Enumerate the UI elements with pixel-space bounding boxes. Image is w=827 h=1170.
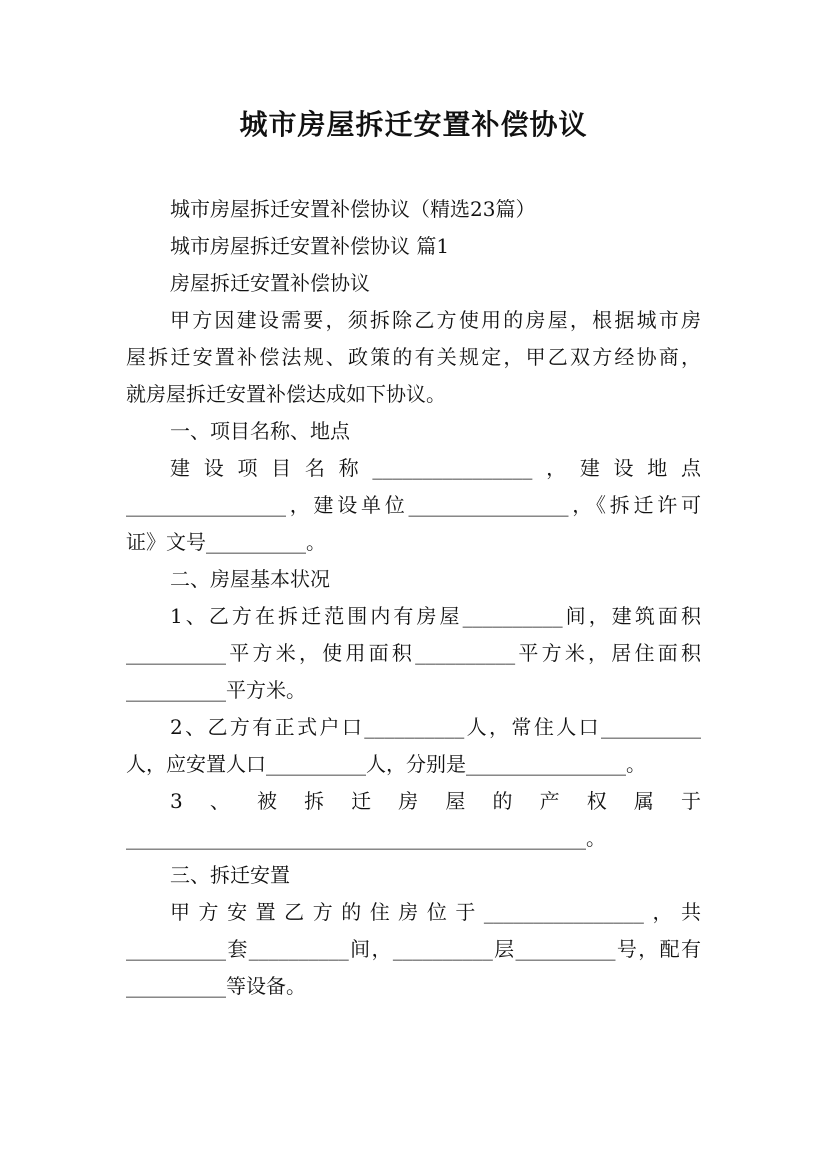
section-heading: 二、房屋基本状况 xyxy=(170,567,330,591)
document-line: ________________，建设单位________________，《拆迁许可 xyxy=(126,493,701,517)
section-heading: 一、项目名称、地点 xyxy=(170,419,350,443)
document-line: 甲方因建设需要，须拆除乙方使用的房屋，根据城市房 xyxy=(170,308,701,332)
document-line: 城市房屋拆迁安置补偿协议（精选23篇） xyxy=(170,197,536,221)
document-body xyxy=(126,191,701,1005)
document-line: 人，应安置人口__________人，分别是________________。 xyxy=(126,752,646,776)
document-line: 建设项目名称________________，建设地点 xyxy=(170,456,701,480)
document-line: 3、被拆迁房屋的产权属于 xyxy=(170,789,701,813)
document-line: 城市房屋拆迁安置补偿协议 篇1 xyxy=(170,234,450,258)
section-heading: 三、拆迁安置 xyxy=(170,863,290,887)
document-line: 房屋拆迁安置补偿协议 xyxy=(170,271,370,295)
document-line: 1、乙方在拆迁范围内有房屋__________间，建筑面积 xyxy=(170,604,701,628)
document-line: __________平方米，使用面积__________平方米，居住面积 xyxy=(126,641,701,665)
document-line: __________套__________间，__________层__________号，配有 xyxy=(126,937,701,961)
document-line: ______________________________________________。 xyxy=(126,826,606,850)
document-line: 2、乙方有正式户口__________人，常住人口__________ xyxy=(170,715,701,739)
document-line: 证》文号__________。 xyxy=(126,530,326,554)
document-line: 就房屋拆迁安置补偿达成如下协议。 xyxy=(126,382,446,406)
document-line: __________等设备。 xyxy=(126,974,306,998)
document-title: 城市房屋拆迁安置补偿协议 xyxy=(239,108,588,141)
document-line: 屋拆迁安置补偿法规、政策的有关规定，甲乙双方经协商， xyxy=(126,345,701,369)
document-line: __________平方米。 xyxy=(126,678,306,702)
document-line: 甲方安置乙方的住房位于________________，共 xyxy=(170,900,701,924)
